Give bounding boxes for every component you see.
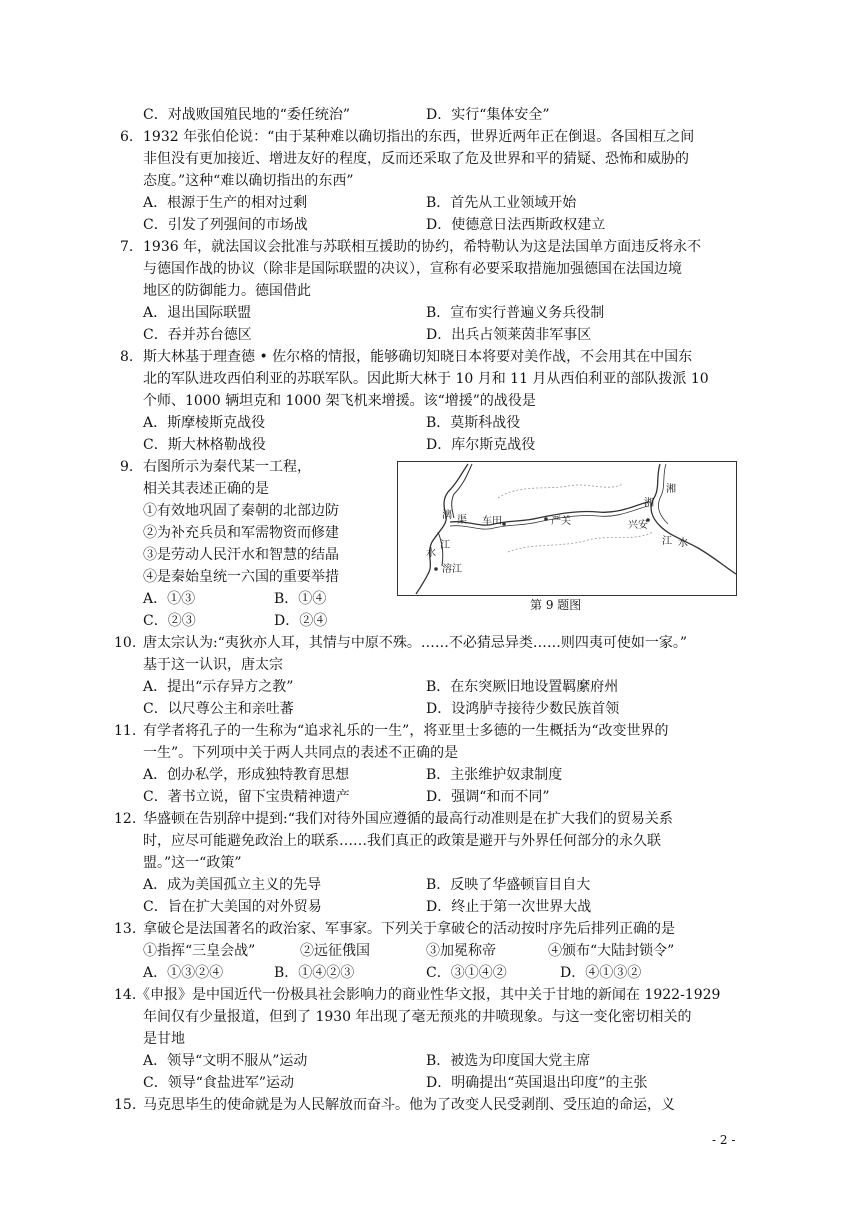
map-label-xiang-2: 湘 <box>666 484 676 495</box>
q13-stem: 拿破仑是法国著名的政治家、军事家。下列关于拿破仑的活动按时序先后排列正确的是 <box>143 921 675 937</box>
q13-option-d: D．④①③② <box>560 965 642 981</box>
q7-option-c: C．吞并苏台德区 <box>143 327 252 343</box>
q12-stem-line-3: 盟。”这一“政策” <box>143 855 242 871</box>
q8-option-b: B．莫斯科战役 <box>426 415 521 431</box>
q14-stem-line-1: 《申报》是中国近代一份极具社会影响力的商业性华文报，其中关于甘地的新闻在 1922-1929 <box>136 987 721 1003</box>
q12-option-c: C．旨在扩大美国的对外贸易 <box>143 899 322 915</box>
map-label-shui-west: 水 <box>426 548 436 559</box>
map-label-xingan: 兴安 <box>628 520 648 531</box>
q11-option-d: D．强调“和而不同” <box>426 789 550 805</box>
q9-stem-line-2: 相关其表述正确的是 <box>143 481 269 497</box>
q9-option-b: B．①④ <box>274 591 327 607</box>
q12-option-d: D．终止于第一次世界大战 <box>426 899 592 915</box>
q9-item-1: ①有效地巩固了秦朝的北部边防 <box>143 503 339 519</box>
q8-option-c: C．斯大林格勒战役 <box>143 437 266 453</box>
q6-number: 6. <box>120 129 134 145</box>
q5-option-d: D．实行“集体安全” <box>426 107 550 123</box>
q14-option-b: B．被选为印度国大党主席 <box>426 1053 591 1069</box>
q13-item-2: ②远征俄国 <box>300 943 370 959</box>
q11-stem-line-2: 一生”。下列项中关于两人共同点的表述不正确的是 <box>143 745 459 761</box>
q14-stem-line-3: 是甘地 <box>143 1031 185 1047</box>
q10-option-b: B．在东突厥旧地设置羁縻府州 <box>426 679 619 695</box>
q13-option-a: A．①③②④ <box>143 965 224 981</box>
chetian-point <box>502 522 506 526</box>
q12-option-a: A．成为美国孤立主义的先导 <box>143 877 322 893</box>
q6-stem-line-3: 态度。”这种“难以确切指出的东西” <box>143 173 354 189</box>
q10-option-d: D．设鸿胪寺接待少数民族首领 <box>426 701 620 717</box>
q9-option-c: C．②③ <box>143 613 196 629</box>
map-label-li: 漓 <box>442 510 452 521</box>
q13-item-4: ④颁布“大陆封锁令” <box>548 943 675 959</box>
q12-stem-line-1: 华盛顿在告别辞中提到:“我们对待外国应遵循的最高行动准则是在扩大我们的贸易关系 <box>143 811 673 827</box>
q9-number: 9. <box>120 459 134 475</box>
q11-number: 11. <box>114 723 137 739</box>
q10-number: 10. <box>114 635 137 651</box>
q12-option-b: B．反映了华盛顿盲目自大 <box>426 877 591 893</box>
map-label-jiang-east: 江 <box>662 536 672 547</box>
q9-item-4: ④是秦始皇统一六国的重要举措 <box>143 569 339 585</box>
q6-option-a: A．根源于生产的相对过剩 <box>143 195 308 211</box>
lingqu-canal-line <box>450 502 648 525</box>
map-label-chetian: 车田 <box>482 516 502 527</box>
q14-option-a: A．领导“文明不服从”运动 <box>143 1053 308 1069</box>
q8-option-d: D．库尔斯克战役 <box>426 437 536 453</box>
lingqu-canal-bank <box>450 506 648 529</box>
q6-stem-line-2: 非但没有更加接近、增进友好的程度，反而还采取了危及世界和平的猜疑、恐怖和威胁的 <box>143 151 689 167</box>
mountain-contour <box>498 484 623 498</box>
q8-stem-line-1: 斯大林基于理查德 • 佐尔格的情报，能够确切知晓日本将要对美作战，不会用其在中国东 <box>143 349 693 365</box>
yanguan-point <box>544 517 548 521</box>
q13-number: 13. <box>114 921 137 937</box>
mountain-contour-south <box>508 532 653 552</box>
map-label-xiang-1: 湘 <box>644 498 654 509</box>
q7-stem-line-1: 1936 年，就法国议会批准与苏联相互援助的协约，希特勒认为这是法国单方面违反将永不 <box>143 239 702 255</box>
q7-option-d: D．出兵占领莱茵非军事区 <box>426 327 592 343</box>
q14-number: 14. <box>114 987 137 1003</box>
q7-option-a: A．退出国际联盟 <box>143 305 252 321</box>
q13-option-c: C．③①④② <box>426 965 507 981</box>
q13-item-1: ①指挥“三皇会战” <box>143 943 256 959</box>
q9-option-a: A．①③ <box>143 591 196 607</box>
map-label-yanguan: 严关 <box>551 516 571 527</box>
q13-option-b: B．①④②③ <box>274 965 355 981</box>
q9-canal-map <box>397 461 737 596</box>
figure-caption: 第 9 题图 <box>530 598 582 612</box>
q12-number: 12. <box>114 811 137 827</box>
q7-number: 7. <box>120 239 134 255</box>
q9-option-d: D．②④ <box>274 613 328 629</box>
q7-stem-line-2: 与德国作战的协议（除非是国际联盟的决议），宣称有必要采取措施加强德国在法国边境 <box>143 261 682 277</box>
q6-option-c: C．引发了列强间的市场战 <box>143 217 308 233</box>
q10-option-a: A．提出“示存异方之教” <box>143 679 294 695</box>
q9-item-3: ③是劳动人民汗水和智慧的结晶 <box>143 547 339 563</box>
q15-number: 15. <box>114 1097 137 1113</box>
map-label-qu: 渠 <box>457 515 467 526</box>
li-river-bank <box>452 464 472 518</box>
q11-option-a: A．创办私学，形成独特教育思想 <box>143 767 350 783</box>
map-label-jiang-west: 江 <box>440 540 450 551</box>
q8-option-a: A．斯摩棱斯克战役 <box>143 415 266 431</box>
q6-stem-line-1: 1932 年张伯伦说：“由于某种难以确切指出的东西，世界近两年正在倒退。各国相互之间 <box>143 129 695 145</box>
q9-stem-line-1: 右图所示为秦代某一工程， <box>143 459 311 475</box>
q8-number: 8. <box>120 349 134 365</box>
map-label-shui-east: 水 <box>678 538 688 549</box>
rongjiang-point <box>434 567 438 571</box>
q11-option-c: C．著书立说，留下宝贵精神遗产 <box>143 789 350 805</box>
q8-stem-line-2: 北的军队进攻西伯利亚的苏联军队。因此斯大林于 10 月和 11 月从西伯利亚的部队拨派 10 <box>143 371 709 387</box>
q11-option-b: B．主张维护奴隶制度 <box>426 767 563 783</box>
page-number: - 2 - <box>712 1133 736 1147</box>
q13-item-3: ③加冕称帝 <box>426 943 496 959</box>
q6-option-d: D．使德意日法西斯政权建立 <box>426 217 606 233</box>
q12-stem-line-2: 时，应尽可能避免政治上的联系……我们真正的政策是避开与外界任何部分的永久联 <box>143 833 661 849</box>
q14-option-d: D．明确提出“英国退出印度”的主张 <box>426 1075 648 1091</box>
q9-item-2: ②为补充兵员和军需物资而修建 <box>143 525 339 541</box>
q14-option-c: C．领导“食盐进军”运动 <box>143 1075 295 1091</box>
q7-stem-line-3: 地区的防御能力。德国借此 <box>143 283 311 299</box>
q10-stem-line-1: 唐太宗认为:“夷狄亦人耳，其情与中原不殊。……不必猜忌异类……则四夷可使如一家。” <box>143 635 688 651</box>
q14-stem-line-2: 年间仅有少量报道，但到了 1930 年出现了毫无预兆的井喷现象。与这一变化密切相关的 <box>143 1009 692 1025</box>
map-label-rongjiang: 溶江 <box>442 564 462 575</box>
q7-option-b: B．宣布实行普遍义务兵役制 <box>426 305 605 321</box>
q8-stem-line-3: 个师、1000 辆坦克和 1000 架飞机来增援。该“增援”的战役是 <box>143 393 536 409</box>
q11-stem-line-1: 有学者将孔子的一生称为“追求礼乐的一生”，将亚里士多德的一生概括为“改变世界的 <box>143 723 669 739</box>
q5-option-c: C．对战败国殖民地的“委任统治” <box>143 107 351 123</box>
q6-option-b: B．首先从工业领域开始 <box>426 195 577 211</box>
q10-option-c: C．以尺尊公主和亲吐蕃 <box>143 701 294 717</box>
q15-stem-line-1: 马克思毕生的使命就是为人民解放而奋斗。他为了改变人民受剥削、受压迫的命运，义 <box>143 1097 675 1113</box>
q10-stem-line-2: 基于这一认识，唐太宗 <box>143 657 283 673</box>
